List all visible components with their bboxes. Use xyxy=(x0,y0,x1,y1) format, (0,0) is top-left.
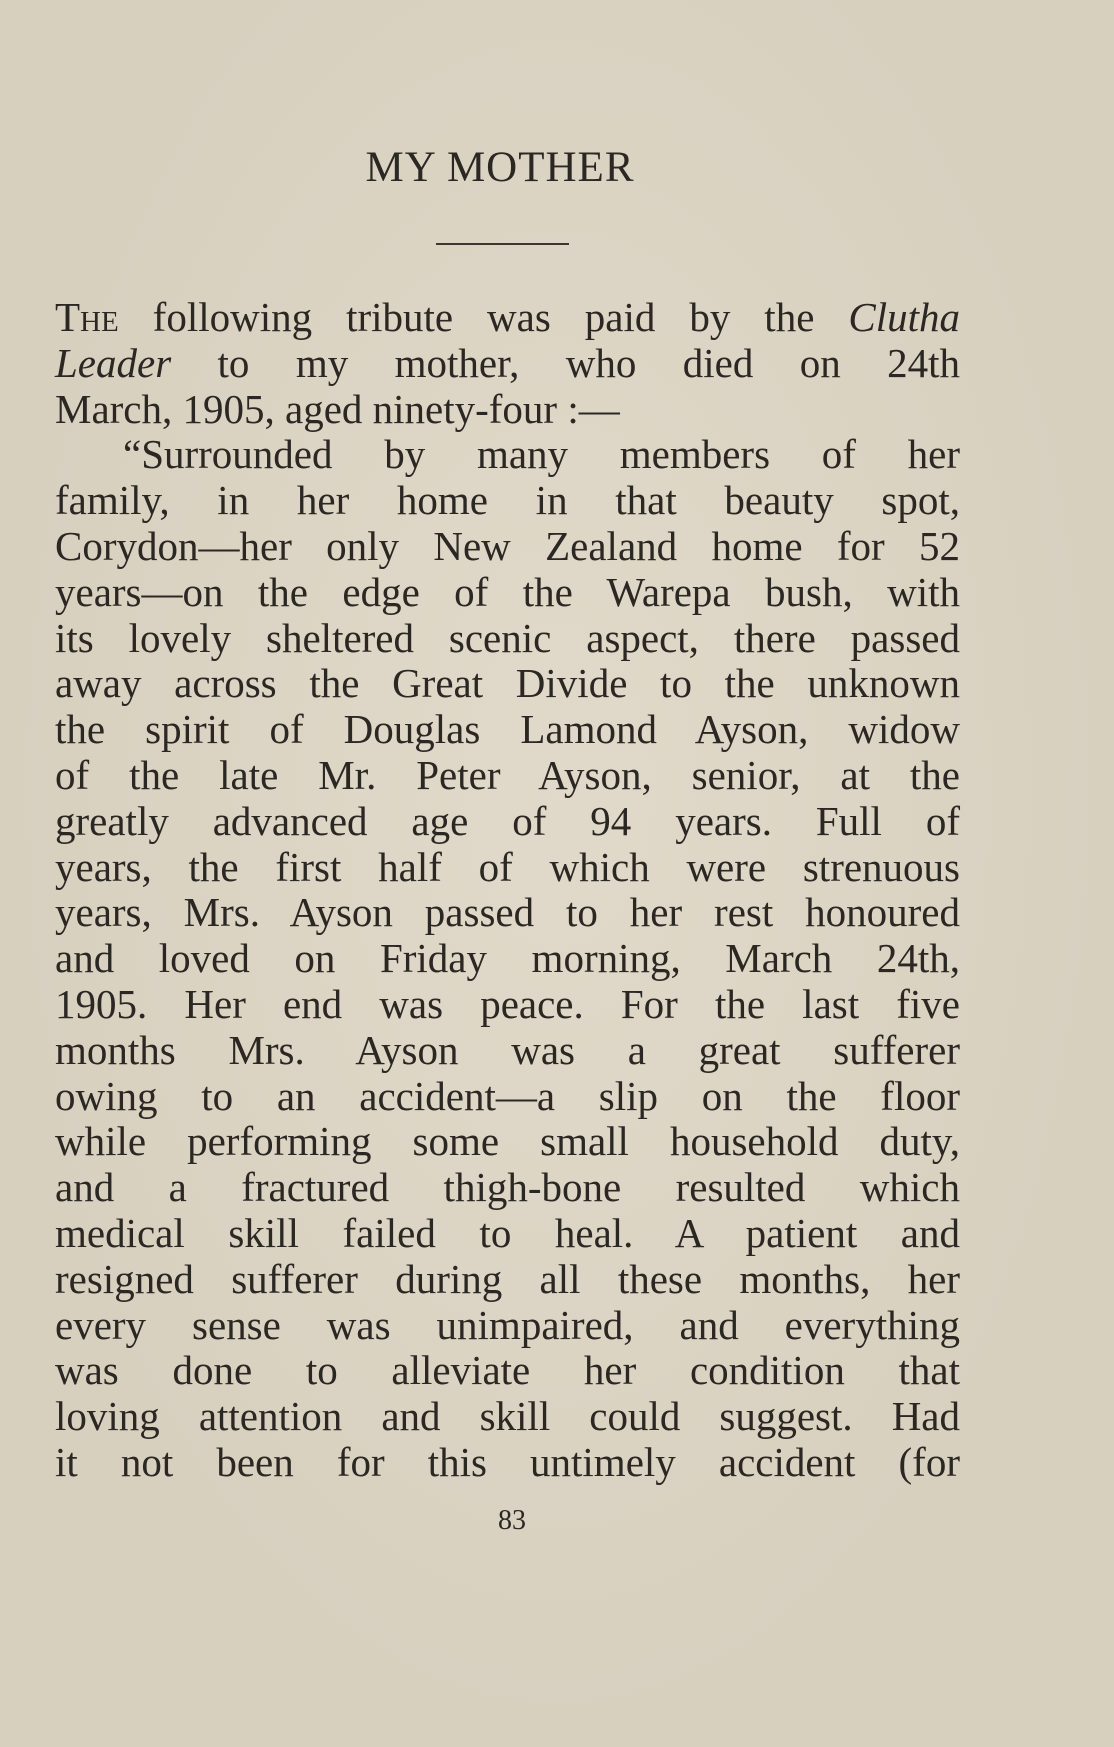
text-line: March, 1905, aged ninety-four :— xyxy=(55,385,620,432)
text-line: resigned sufferer during all these months, her xyxy=(55,1255,960,1302)
text-line: its lovely sheltered scenic aspect, there passed xyxy=(55,614,960,661)
text-line: owing to an accident—a slip on the floor xyxy=(55,1072,960,1119)
text-line: was done to alleviate her condition that xyxy=(55,1347,960,1394)
text-line: greatly advanced age of 94 years. Full of xyxy=(55,797,960,844)
page-number: 83 xyxy=(498,1505,526,1536)
text-line: loving attention and skill could suggest. Had xyxy=(55,1393,960,1440)
text-line: years, the first half of which were strenuous xyxy=(55,843,960,890)
text-line: “Surrounded by many members of her xyxy=(123,431,960,478)
text-line: family, in her home in that beauty spot, xyxy=(55,477,960,524)
text-line: months Mrs. Ayson was a great sufferer xyxy=(55,1026,960,1073)
newspaper-name-part1: Clutha xyxy=(848,294,960,340)
text-line xyxy=(55,295,960,341)
text-line: away across the Great Divide to the unknown xyxy=(55,660,960,707)
text-line: Corydon—her only New Zealand home for 52 xyxy=(55,522,960,569)
lead-word: The xyxy=(55,294,119,340)
intro-line1-text: following tribute was paid by the xyxy=(118,294,849,340)
text-line: and loved on Friday morning, March 24th, xyxy=(55,935,960,982)
text-line: years, Mrs. Ayson passed to her rest honoured xyxy=(55,889,960,936)
text-line xyxy=(55,341,960,387)
text-line: it not been for this untimely accident (for xyxy=(55,1438,960,1485)
text-line: 1905. Her end was peace. For the last five xyxy=(55,980,960,1027)
text-line: every sense was unimpaired, and everything xyxy=(55,1301,960,1348)
chapter-title: MY MOTHER xyxy=(365,144,635,191)
text-line: of the late Mr. Peter Ayson, senior, at the xyxy=(55,751,960,798)
newspaper-name-part2: Leader xyxy=(55,339,172,386)
text-line: medical skill failed to heal. A patient and xyxy=(55,1209,960,1256)
text-line: the spirit of Douglas Lamond Ayson, widow xyxy=(55,706,960,753)
text-line: years—on the edge of the Warepa bush, with xyxy=(55,568,960,615)
body-text xyxy=(55,295,960,1486)
intro-line2-text: to my mother, who died on 24th xyxy=(171,339,960,386)
text-line: while performing some small household duty, xyxy=(55,1118,960,1165)
title-divider xyxy=(436,243,569,245)
text-line: and a fractured thigh-bone resulted which xyxy=(55,1164,960,1211)
